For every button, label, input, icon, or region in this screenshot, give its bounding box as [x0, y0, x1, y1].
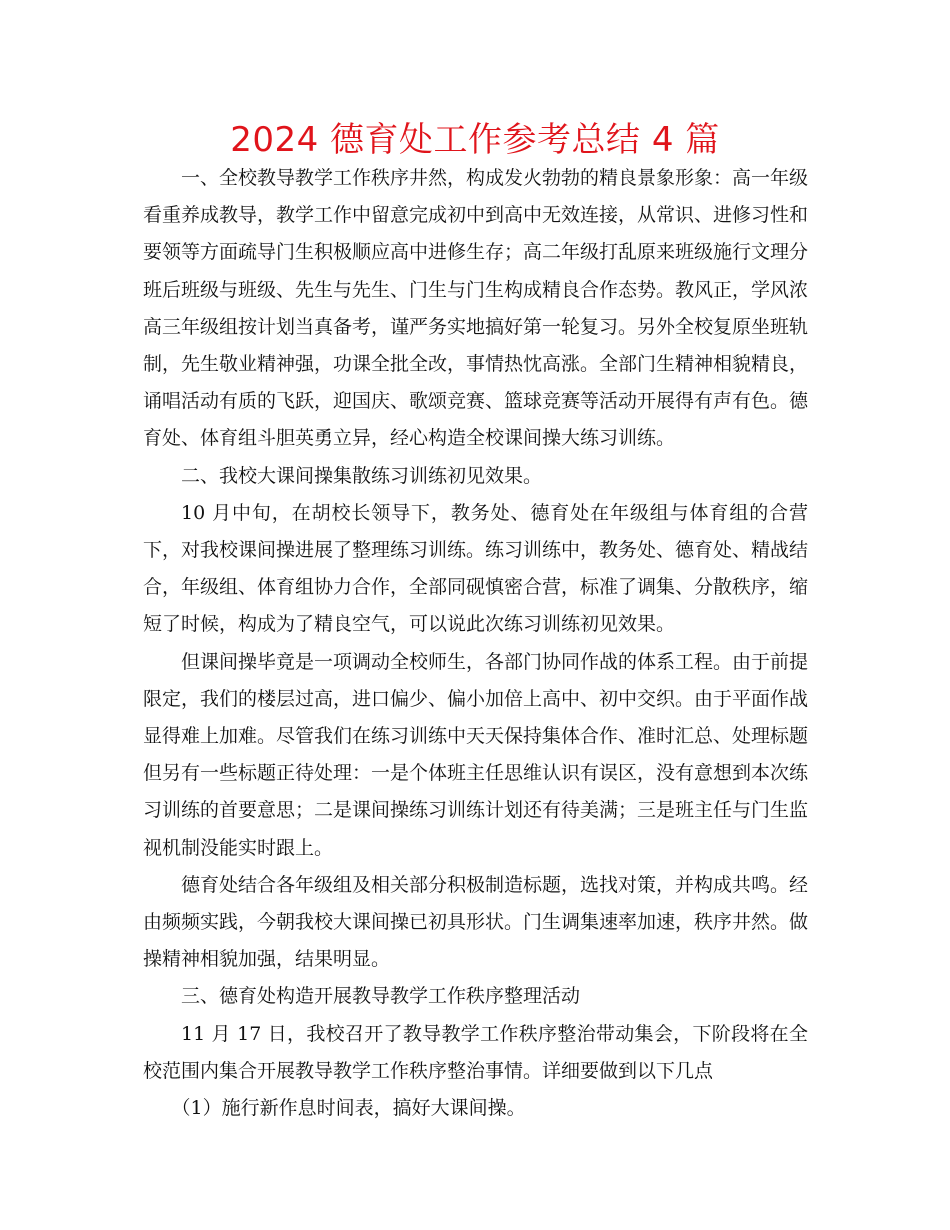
- document-title: 2024 德育处工作参考总结 4 篇: [230, 120, 720, 160]
- paragraph-3: 10 月中旬，在胡校长领导下，教务处、德育处在年级组与体育组的合营下，对我校课间操进展了整理练习训练。练习训练中，教务处、德育处、精战结合，年级组、体育组协力合作，全部同砚慎密合营，标准了调集、分散秩序，缩短了时候，构成为了精良空气，可以说此次练习训练初见效果。: [143, 501, 809, 636]
- paragraph-1: 一、全校教导教学工作秩序井然，构成发火勃勃的精良景象形象：高一年级看重养成教导，教学工作中留意完成初中到高中无效连接，从常识、进修习性和要领等方面疏导门生积极顺应高中进修生存；高二年级打乱原来班级施行文理分班后班级与班级、先生与先生、门生与门生构成精良合作态势。教风正，学风浓高三年级组按计划当真备考，谨严务实地搞好第一轮复习。另外全校复原坐班轨制，先生敬业精神强，功课全批全改，事情热忱高涨。全部门生精神相貌精良，诵唱活动有质的飞跃，迎国庆、歌颂竞赛、篮球竞赛等活动开展得有声有色。德育处、体育组斗胆英勇立异，经心构造全校课间操大练习训练。: [143, 167, 809, 450]
- document-body: [143, 160, 808, 1127]
- paragraph-6: 三、德育处构造开展教导教学工作秩序整理活动: [181, 985, 581, 1008]
- paragraph-8: （1）施行新作息时间表，搞好大课间操。: [171, 1097, 526, 1120]
- paragraph-2: 二、我校大课间操集散练习训练初见效果。: [181, 464, 543, 487]
- paragraph-7: 11 月 17 日，我校召开了教导教学工作秩序整治带动集会，下阶段将在全校范围内集合开展教导教学工作秩序整治事情。详细要做到以下几点: [143, 1022, 808, 1082]
- paragraph-5: 德育处结合各年级组及相关部分积极制造标题，选找对策，并构成共鸣。经由频频实践，今朝我校大课间操已初具形状。门生调集速率加速，秩序井然。做操精神相貌加强，结果明显。: [143, 873, 809, 971]
- paragraph-4: 但课间操毕竟是一项调动全校师生，各部门协同作战的体系工程。由于前提限定，我们的楼层过高，进口偏少、偏小加倍上高中、初中交织。由于平面作战显得难上加难。尽管我们在练习训练中天天保持集体合作、准时汇总、处理标题但另有一些标题正待处理：一是个体班主任思维认识有误区，没有意想到本次练习训练的首要意思；二是课间操练习训练计划还有待美满；三是班主任与门生监视机制没能实时跟上。: [143, 650, 809, 859]
